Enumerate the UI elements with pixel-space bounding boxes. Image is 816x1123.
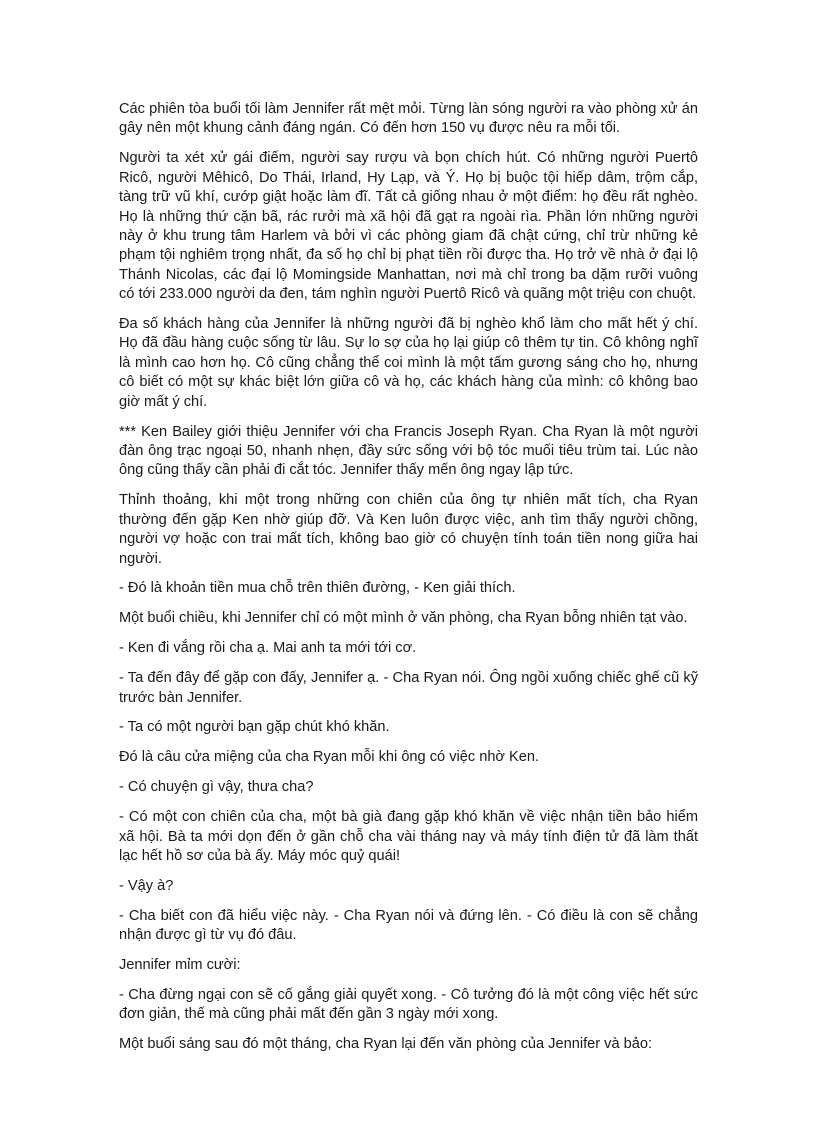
paragraph: Đa số khách hàng của Jennifer là những người đã bị nghèo khổ làm cho mất hết ý chí. Họ đã đầu hàng cuộc sống từ lâu. Sự lo sợ của họ lại giúp cô thêm tự tin. Cô không nghĩ là mình cao hơn họ. Cô cũng chẳng thể coi mình là một tấm gương sáng cho họ, nhưng cô biết có một sự khác biệt lớn giữa cô và họ, các khách hàng của mình: cô không bao giờ mất ý chí. <box>119 316 698 410</box>
paragraph: - Cha đừng ngại con sẽ cố gắng giải quyết xong. - Cô tưởng đó là một công việc hết sức đơn giản, thế mà cũng phải mất đến gần 3 ngày mới xong. <box>119 987 698 1023</box>
paragraph: - Vậy à? <box>119 877 174 894</box>
paragraph: - Cha biết con đã hiểu việc này. - Cha Ryan nói và đứng lên. - Có điều là con sẽ chẳng nhận được gì từ vụ đó đâu. <box>119 907 698 944</box>
paragraph: Người ta xét xử gái điếm, người say rượu và bọn chích hút. Có những người Puertô Ricô, người Mêhicô, Do Thái, Irland, Hy Lạp, và Ý. Họ bị buộc tội hiếp dâm, trộm cắp, tàng trữ vũ khí, cướp giật hoặc làm đĩ. Tất cả giống nhau ở một điểm: họ đều rất nghèo. Họ là những thứ cặn bã, rác rưởi mà xã hội đã gạt ra ngoài rìa. Phần lớn những người này ở khu trung tâm Harlem và bởi vì các phòng giam đã chật cứng, chỉ trừ những kẻ phạm tội nghiêm trọng nhất, đa số họ chỉ bị phạt tiền rồi được tha. Họ trở về nhà ở đại lộ Thánh Nicolas, các đại lộ Momingside Manhattan, nơi mà chỉ trong ba dặm rưỡi vuông có tới 233.000 người da đen, tám nghìn người Puertô Ricô và quãng một triệu con chuột. <box>119 150 698 303</box>
paragraph: - Ta đến đây để gặp con đấy, Jennifer ạ. - Cha Ryan nói. Ông ngồi xuống chiếc ghế cũ kỹ trước bàn Jennifer. <box>119 670 698 706</box>
paragraph: Thỉnh thoảng, khi một trong những con chiên của ông tự nhiên mất tích, cha Ryan thường đến gặp Ken nhờ giúp đỡ. Và Ken luôn được việc, anh tìm thấy người chồng, người vợ hoặc con trai mất tích, không bao giờ có chuyện tính toán tiền nong giữa hai người. <box>119 492 698 567</box>
paragraph: Một buổi sáng sau đó một tháng, cha Ryan lại đến văn phòng của Jennifer và bảo: <box>119 1036 653 1053</box>
paragraph: *** Ken Bailey giới thiệu Jennifer với cha Francis Joseph Ryan. Cha Ryan là một người đàn ông trạc ngoại 50, nhanh nhẹn, đầy sức sống với bộ tóc muối tiêu trùm tai. Lúc nào ông cũng thấy cần phải đi cắt tóc. Jennifer thấy mến ông ngay lập tức. <box>119 423 698 479</box>
paragraph: Đó là câu cửa miệng của cha Ryan mỗi khi ông có việc nhờ Ken. <box>119 749 540 766</box>
paragraph: - Có chuyện gì vậy, thưa cha? <box>119 779 314 796</box>
paragraph: Jennifer mỉm cười: <box>119 957 241 974</box>
paragraph: - Ken đi vắng rồi cha ạ. Mai anh ta mới tới cơ. <box>119 640 417 657</box>
paragraph: Một buổi chiều, khi Jennifer chỉ có một mình ở văn phòng, cha Ryan bỗng nhiên tạt vào. <box>119 610 688 627</box>
document-page <box>119 100 698 1065</box>
paragraph: - Ta có một người bạn gặp chút khó khăn. <box>119 719 390 736</box>
paragraph: - Đó là khoản tiền mua chỗ trên thiên đường, - Ken giải thích. <box>119 580 516 597</box>
paragraph: - Có một con chiên của cha, một bà già đang gặp khó khăn về việc nhận tiền bảo hiểm xã hội. Bà ta mới dọn đến ở gần chỗ cha vài tháng nay và máy tính điện tử đã làm thất lạc hết hồ sơ của bà ấy. Máy móc quỷ quái! <box>119 809 698 864</box>
paragraph: Các phiên tòa buổi tối làm Jennifer rất mệt mỏi. Từng làn sóng người ra vào phòng xử án gây nên một khung cảnh đáng ngán. Có đến hơn 150 vụ được nêu ra mỗi tối. <box>119 101 698 137</box>
